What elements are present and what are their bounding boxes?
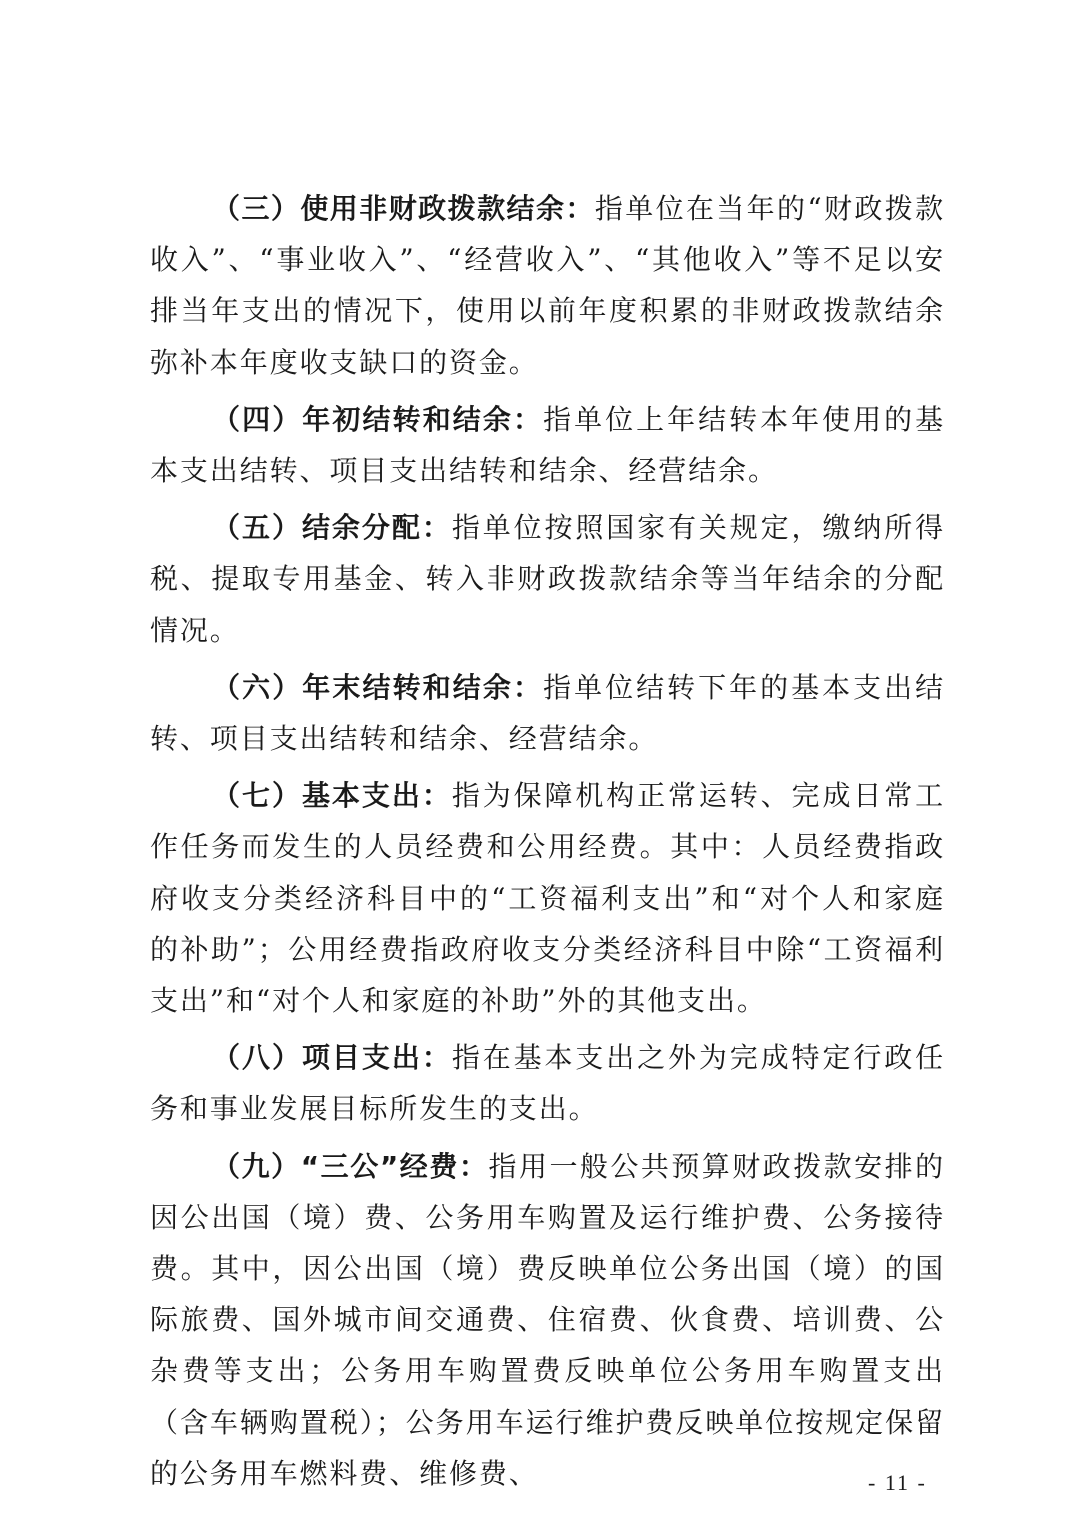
term-heading: （八）项目支出：: [212, 1041, 452, 1075]
term-definition: 指单位结转下年的基本支出结转、项目支出结转和结余、经营结余。: [150, 670, 945, 756]
page-number: - 11 -: [868, 1470, 927, 1495]
paragraph-year-end-carryover: [150, 662, 945, 764]
term-definition: 指为保障机构正常运转、完成日常工作任务而发生的人员经费和公用经费。其中：人员经费指政府收支分类经济科目中的“工资福利支出”和“对个人和家庭的补助”；公用经费指政府收支分类经济科目中除“工资福利支出”和“对个人和家庭的补助”外的其他支出。: [150, 779, 945, 1018]
term-heading: （七）基本支出：: [212, 779, 452, 813]
paragraph-three-public-expenses: [150, 1141, 945, 1499]
term-definition: 指单位在当年的“财政拨款收入”、“事业收入”、“经营收入”、“其他收入”等不足以安排当年支出的情况下，使用以前年度积累的非财政拨款结余弥补本年度收支缺口的资金。: [150, 192, 945, 379]
document-body: [150, 183, 945, 1505]
term-heading: （四）年初结转和结余：: [212, 402, 544, 436]
term-definition: 指单位按照国家有关规定，缴纳所得税、提取专用基金、转入非财政拨款结余等当年结余的分配情况。: [150, 511, 945, 647]
paragraph-opening-carryover: [150, 394, 945, 496]
term-definition: 指单位上年结转本年使用的基本支出结转、项目支出结转和结余、经营结余。: [150, 402, 945, 488]
term-heading: （五）结余分配：: [212, 511, 452, 545]
term-heading: （三）使用非财政拨款结余：: [212, 192, 595, 225]
paragraph-surplus-distribution: [150, 502, 945, 656]
paragraph-non-fiscal-balance-use: [150, 183, 945, 388]
paragraph-project-expenditure: [150, 1032, 945, 1134]
term-heading: （六）年末结转和结余：: [212, 670, 544, 704]
term-definition: 指用一般公共预算财政拨款安排的因公出国（境）费、公务用车购置及运行维护费、公务接待费。其中，因公出国（境）费反映单位公务出国（境）的国际旅费、国外城市间交通费、住宿费、伙食费、培训费、公杂费等支出；公务用车购置费反映单位公务用车购置支出（含车辆购置税）；公务用车运行维护费反映单位按规定保留的公务用车燃料费、维修费、: [150, 1149, 945, 1490]
paragraph-basic-expenditure: [150, 770, 945, 1026]
term-definition: 指在基本支出之外为完成特定行政任务和事业发展目标所发生的支出。: [150, 1041, 945, 1126]
term-heading: （九）“三公”经费：: [212, 1149, 489, 1183]
